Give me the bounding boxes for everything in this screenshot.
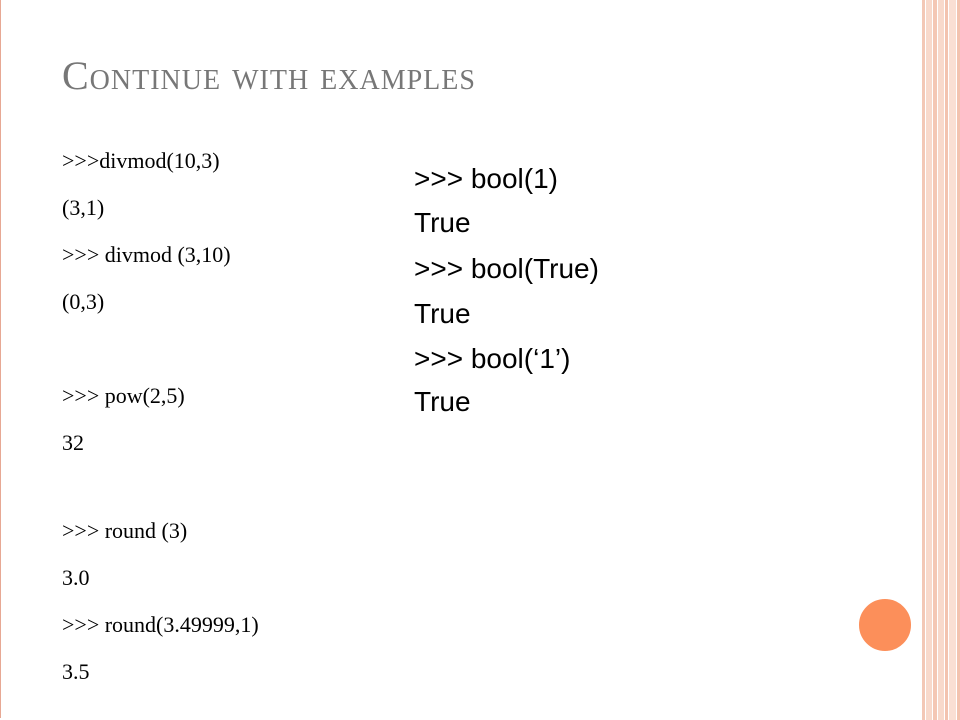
decorative-stripe [933,0,937,720]
code-line: >>> bool(True) [414,253,599,284]
decorative-stripe [922,0,925,720]
code-line: 32 [62,430,84,455]
code-line: >>> bool(‘1’) [414,343,571,374]
code-line: >>> bool(1) [414,163,558,194]
slide-title: Continue with examples [62,53,476,98]
code-line: True [414,386,471,417]
orange-circle-decoration [856,596,914,654]
decorative-stripe [949,0,956,720]
code-line: True [414,298,471,329]
code-line: >>> round (3) [62,518,188,543]
code-line: (0,3) [62,289,105,314]
code-line: 3.0 [62,565,90,590]
code-line: 3.5 [62,659,90,684]
code-line: >>> pow(2,5) [62,383,185,408]
code-line: >>> round(3.49999,1) [62,612,259,637]
decorative-stripe [938,0,944,720]
code-line: >>> divmod (3,10) [62,242,231,267]
decorative-stripe [926,0,932,720]
code-line: >>>divmod(10,3) [62,148,220,173]
code-line: (3,1) [62,195,105,220]
decorative-stripe [945,0,948,720]
code-line: True [414,207,471,238]
